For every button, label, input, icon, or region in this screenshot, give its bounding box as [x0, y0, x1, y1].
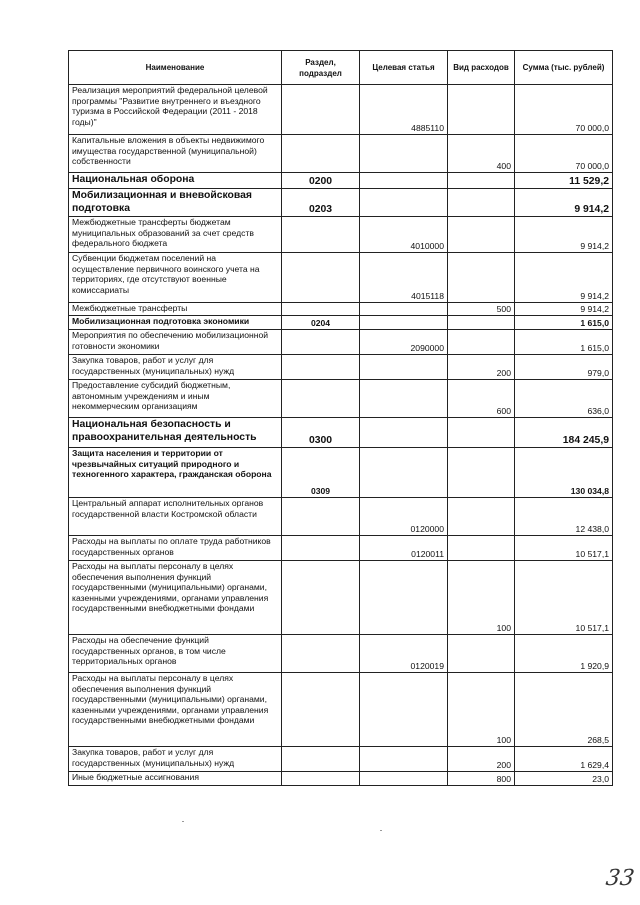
row-section [282, 561, 360, 635]
row-kind [448, 217, 515, 253]
table-row [69, 355, 613, 380]
table-row [69, 536, 613, 561]
row-target [360, 189, 448, 217]
row-name: Расходы на выплаты по оплате труда работников государственных органов [69, 536, 282, 561]
row-kind: 400 [448, 135, 515, 173]
row-target: 0120011 [360, 536, 448, 561]
table-row [69, 189, 613, 217]
table-row [69, 418, 613, 448]
row-name: Центральный аппарат исполнительных органов государственной власти Костромской области [69, 498, 282, 536]
header-section: Раздел, подраздел [282, 51, 360, 85]
row-name: Субвенции бюджетам поселений на осуществление первичного воинского учета на территориях, где отсутствуют военные комиссариаты [69, 253, 282, 303]
table-row [69, 673, 613, 747]
row-section [282, 536, 360, 561]
row-name: Закупка товаров, работ и услуг для государственных (муниципальных) нужд [69, 747, 282, 772]
row-target [360, 561, 448, 635]
row-name: Расходы на выплаты персоналу в целях обеспечения выполнения функций государственными (муниципальными) органами, казенными учреждениями, органами управления государственными внебюджетными фондами [69, 561, 282, 635]
row-target [360, 303, 448, 316]
row-name: Межбюджетные трансферты бюджетам муниципальных образований за счет средств федерального бюджета [69, 217, 282, 253]
table-row [69, 173, 613, 189]
row-amount: 1 629,4 [515, 747, 613, 772]
table-row [69, 772, 613, 786]
scan-speck [182, 821, 184, 822]
row-kind [448, 536, 515, 561]
row-target: 4015118 [360, 253, 448, 303]
row-target: 4010000 [360, 217, 448, 253]
row-name: Реализация мероприятий федеральной целевой программы "Развитие внутреннего и въездного туризма в Российской Федерации (2011 - 2018 годы)" [69, 85, 282, 135]
table-row [69, 747, 613, 772]
row-section: 0204 [282, 316, 360, 330]
row-section [282, 135, 360, 173]
row-target [360, 355, 448, 380]
row-amount: 268,5 [515, 673, 613, 747]
row-section [282, 635, 360, 673]
row-section [282, 330, 360, 355]
row-amount: 9 914,2 [515, 189, 613, 217]
row-section [282, 380, 360, 418]
table-row [69, 380, 613, 418]
table-row [69, 561, 613, 635]
row-section [282, 498, 360, 536]
table-row [69, 330, 613, 355]
row-amount: 70 000,0 [515, 135, 613, 173]
table-row [69, 303, 613, 316]
row-kind [448, 635, 515, 673]
row-amount: 1 615,0 [515, 316, 613, 330]
row-amount: 12 438,0 [515, 498, 613, 536]
row-amount: 636,0 [515, 380, 613, 418]
row-kind [448, 85, 515, 135]
row-kind [448, 330, 515, 355]
row-section [282, 253, 360, 303]
row-section: 0309 [282, 448, 360, 498]
row-name: Национальная оборона [69, 173, 282, 189]
row-amount: 9 914,2 [515, 303, 613, 316]
row-section: 0200 [282, 173, 360, 189]
header-target: Целевая статья [360, 51, 448, 85]
budget-table [68, 50, 613, 786]
row-amount: 9 914,2 [515, 253, 613, 303]
row-target [360, 448, 448, 498]
row-kind [448, 253, 515, 303]
row-section [282, 303, 360, 316]
row-target: 4885110 [360, 85, 448, 135]
table-row [69, 253, 613, 303]
row-kind: 500 [448, 303, 515, 316]
row-amount: 70 000,0 [515, 85, 613, 135]
row-target [360, 173, 448, 189]
row-name: Межбюджетные трансферты [69, 303, 282, 316]
table-row [69, 217, 613, 253]
row-amount: 1 920,9 [515, 635, 613, 673]
row-kind: 200 [448, 355, 515, 380]
row-kind [448, 448, 515, 498]
table-header-row [69, 51, 613, 85]
header-name: Наименование [69, 51, 282, 85]
row-section [282, 355, 360, 380]
row-section [282, 747, 360, 772]
row-amount: 1 615,0 [515, 330, 613, 355]
row-section [282, 673, 360, 747]
row-amount: 23,0 [515, 772, 613, 786]
row-target: 0120019 [360, 635, 448, 673]
header-kind: Вид расходов [448, 51, 515, 85]
row-amount: 10 517,1 [515, 561, 613, 635]
row-target [360, 316, 448, 330]
row-target: 2090000 [360, 330, 448, 355]
row-name: Мобилизационная и вневойсковая подготовка [69, 189, 282, 217]
row-target [360, 380, 448, 418]
table-row [69, 85, 613, 135]
row-name: Расходы на выплаты персоналу в целях обеспечения выполнения функций государственными (муниципальными) органами, казенными учреждениями, органами управления государственными внебюджетными фондами [69, 673, 282, 747]
row-name: Защита населения и территории от чрезвычайных ситуаций природного и техногенного характера, гражданская оборона [69, 448, 282, 498]
row-target [360, 673, 448, 747]
row-kind: 800 [448, 772, 515, 786]
row-kind [448, 316, 515, 330]
table-row [69, 498, 613, 536]
scan-speck [380, 830, 382, 831]
row-kind: 200 [448, 747, 515, 772]
row-kind [448, 498, 515, 536]
row-name: Закупка товаров, работ и услуг для государственных (муниципальных) нужд [69, 355, 282, 380]
header-amount: Сумма (тыс. рублей) [515, 51, 613, 85]
row-kind [448, 189, 515, 217]
row-amount: 9 914,2 [515, 217, 613, 253]
row-kind: 100 [448, 673, 515, 747]
row-name: Мобилизационная подготовка экономики [69, 316, 282, 330]
row-target [360, 747, 448, 772]
row-section [282, 217, 360, 253]
row-name: Предоставление субсидий бюджетным, автономным учреждениям и иным некоммерческим организациям [69, 380, 282, 418]
row-section: 0203 [282, 189, 360, 217]
row-kind: 600 [448, 380, 515, 418]
row-amount: 11 529,2 [515, 173, 613, 189]
page-number: 33 [604, 866, 636, 891]
row-kind [448, 418, 515, 448]
table-row [69, 635, 613, 673]
row-kind [448, 173, 515, 189]
row-amount: 10 517,1 [515, 536, 613, 561]
row-target [360, 135, 448, 173]
row-target [360, 418, 448, 448]
row-amount: 130 034,8 [515, 448, 613, 498]
row-section: 0300 [282, 418, 360, 448]
row-name: Расходы на обеспечение функций государственных органов, в том числе территориальных органов [69, 635, 282, 673]
row-section [282, 772, 360, 786]
row-target: 0120000 [360, 498, 448, 536]
row-target [360, 772, 448, 786]
row-amount: 184 245,9 [515, 418, 613, 448]
row-name: Капитальные вложения в объекты недвижимого имущества государственной (муниципальной) собственности [69, 135, 282, 173]
row-name: Иные бюджетные ассигнования [69, 772, 282, 786]
row-name: Национальная безопасность и правоохранительная деятельность [69, 418, 282, 448]
table-row [69, 316, 613, 330]
row-amount: 979,0 [515, 355, 613, 380]
row-kind: 100 [448, 561, 515, 635]
table-row [69, 448, 613, 498]
row-name: Мероприятия по обеспечению мобилизационной готовности экономики [69, 330, 282, 355]
table-row [69, 135, 613, 173]
row-section [282, 85, 360, 135]
